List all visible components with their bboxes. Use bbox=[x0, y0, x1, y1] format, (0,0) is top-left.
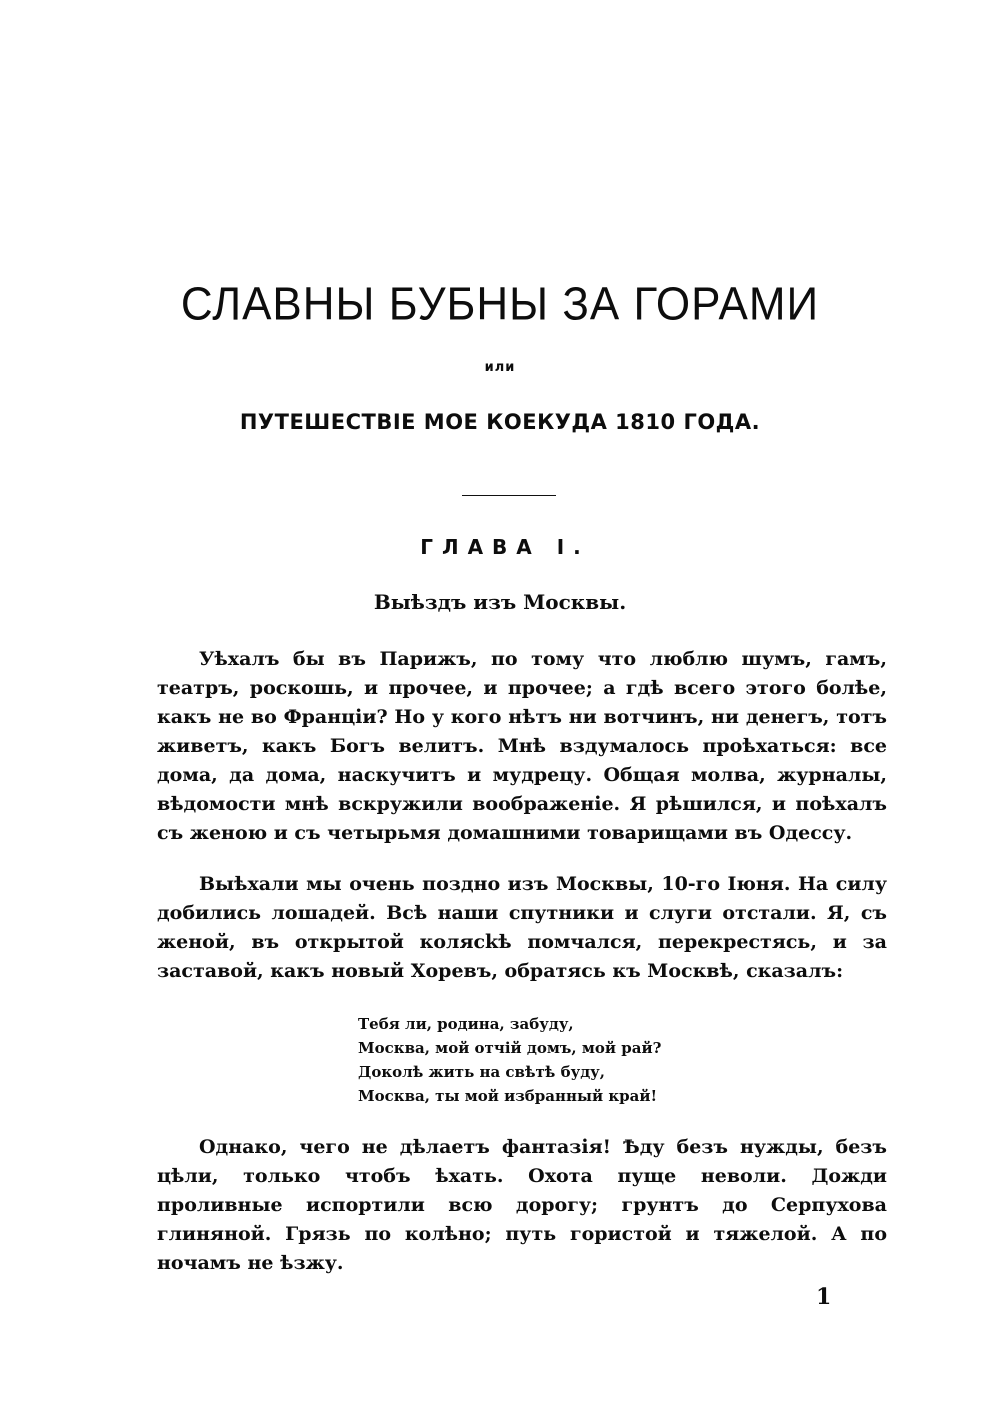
title-conjunction: или bbox=[484, 360, 516, 375]
paragraph: Однако, чего не дѣлаетъ фантазія! Ѣду безъ нужды, безъ цѣли, только чтобъ ѣхать. Охота пуще неволи. Дожди проливные испортили всю дорогу; грунтъ до Серпухова глиняной. Грязь по колѣно; путь гористой и тяжелой. А по ночамъ не ѣзжу. bbox=[157, 1136, 887, 1274]
paragraph: Уѣхалъ бы въ Парижъ, по тому что люблю шумъ, гамъ, театръ, роскошь, и прочее, и прочее; а гдѣ всего этого болѣе, какъ не во Франціи? Но у кого нѣтъ ни вотчинъ, ни денегъ, тотъ живетъ, какъ Богъ велитъ. Мнѣ вздумалось проѣхаться: все дома, да дома, наскучитъ и мудрецу. Общая молва, журналы, вѣдомости мнѣ вскружили воображеніе. Я рѣшился, и поѣхалъ съ женою и съ четырьмя домашними товарищами въ Одессу. bbox=[157, 648, 887, 844]
chapter-title: Выѣздъ изъ Москвы. bbox=[373, 590, 627, 614]
chapter-heading: ГЛАВА I. bbox=[420, 535, 590, 559]
poem-line: Москва, ты мой избранный край! bbox=[358, 1087, 658, 1105]
poem-line: Тебя ли, родина, забуду, bbox=[358, 1015, 574, 1033]
poem-block bbox=[358, 1012, 718, 1108]
paragraph: Выѣхали мы очень поздно изъ Москвы, 10-го Іюня. На силу добились лошадей. Всѣ наши спутники и слуги отстали. Я, съ женой, въ открытой колясkѣ помчался, перекрестясь, и за заставой, какъ новый Хоревъ, обратясь къ Москвѣ, сказалъ: bbox=[157, 873, 887, 982]
book-subtitle: ПУТЕШЕСТВІЕ МОЕ КОЕКУДА 1810 ГОДА. bbox=[239, 410, 761, 434]
poem-line: Москва, мой отчій домъ, мой рай? bbox=[358, 1039, 662, 1057]
poem-line: Доколѣ жить на свѣтѣ буду, bbox=[358, 1063, 606, 1081]
section-divider bbox=[462, 495, 556, 496]
page-number: 1 bbox=[816, 1284, 832, 1310]
book-title: СЛАВНЫ БУБНЫ ЗА ГОРАМИ bbox=[180, 278, 820, 331]
